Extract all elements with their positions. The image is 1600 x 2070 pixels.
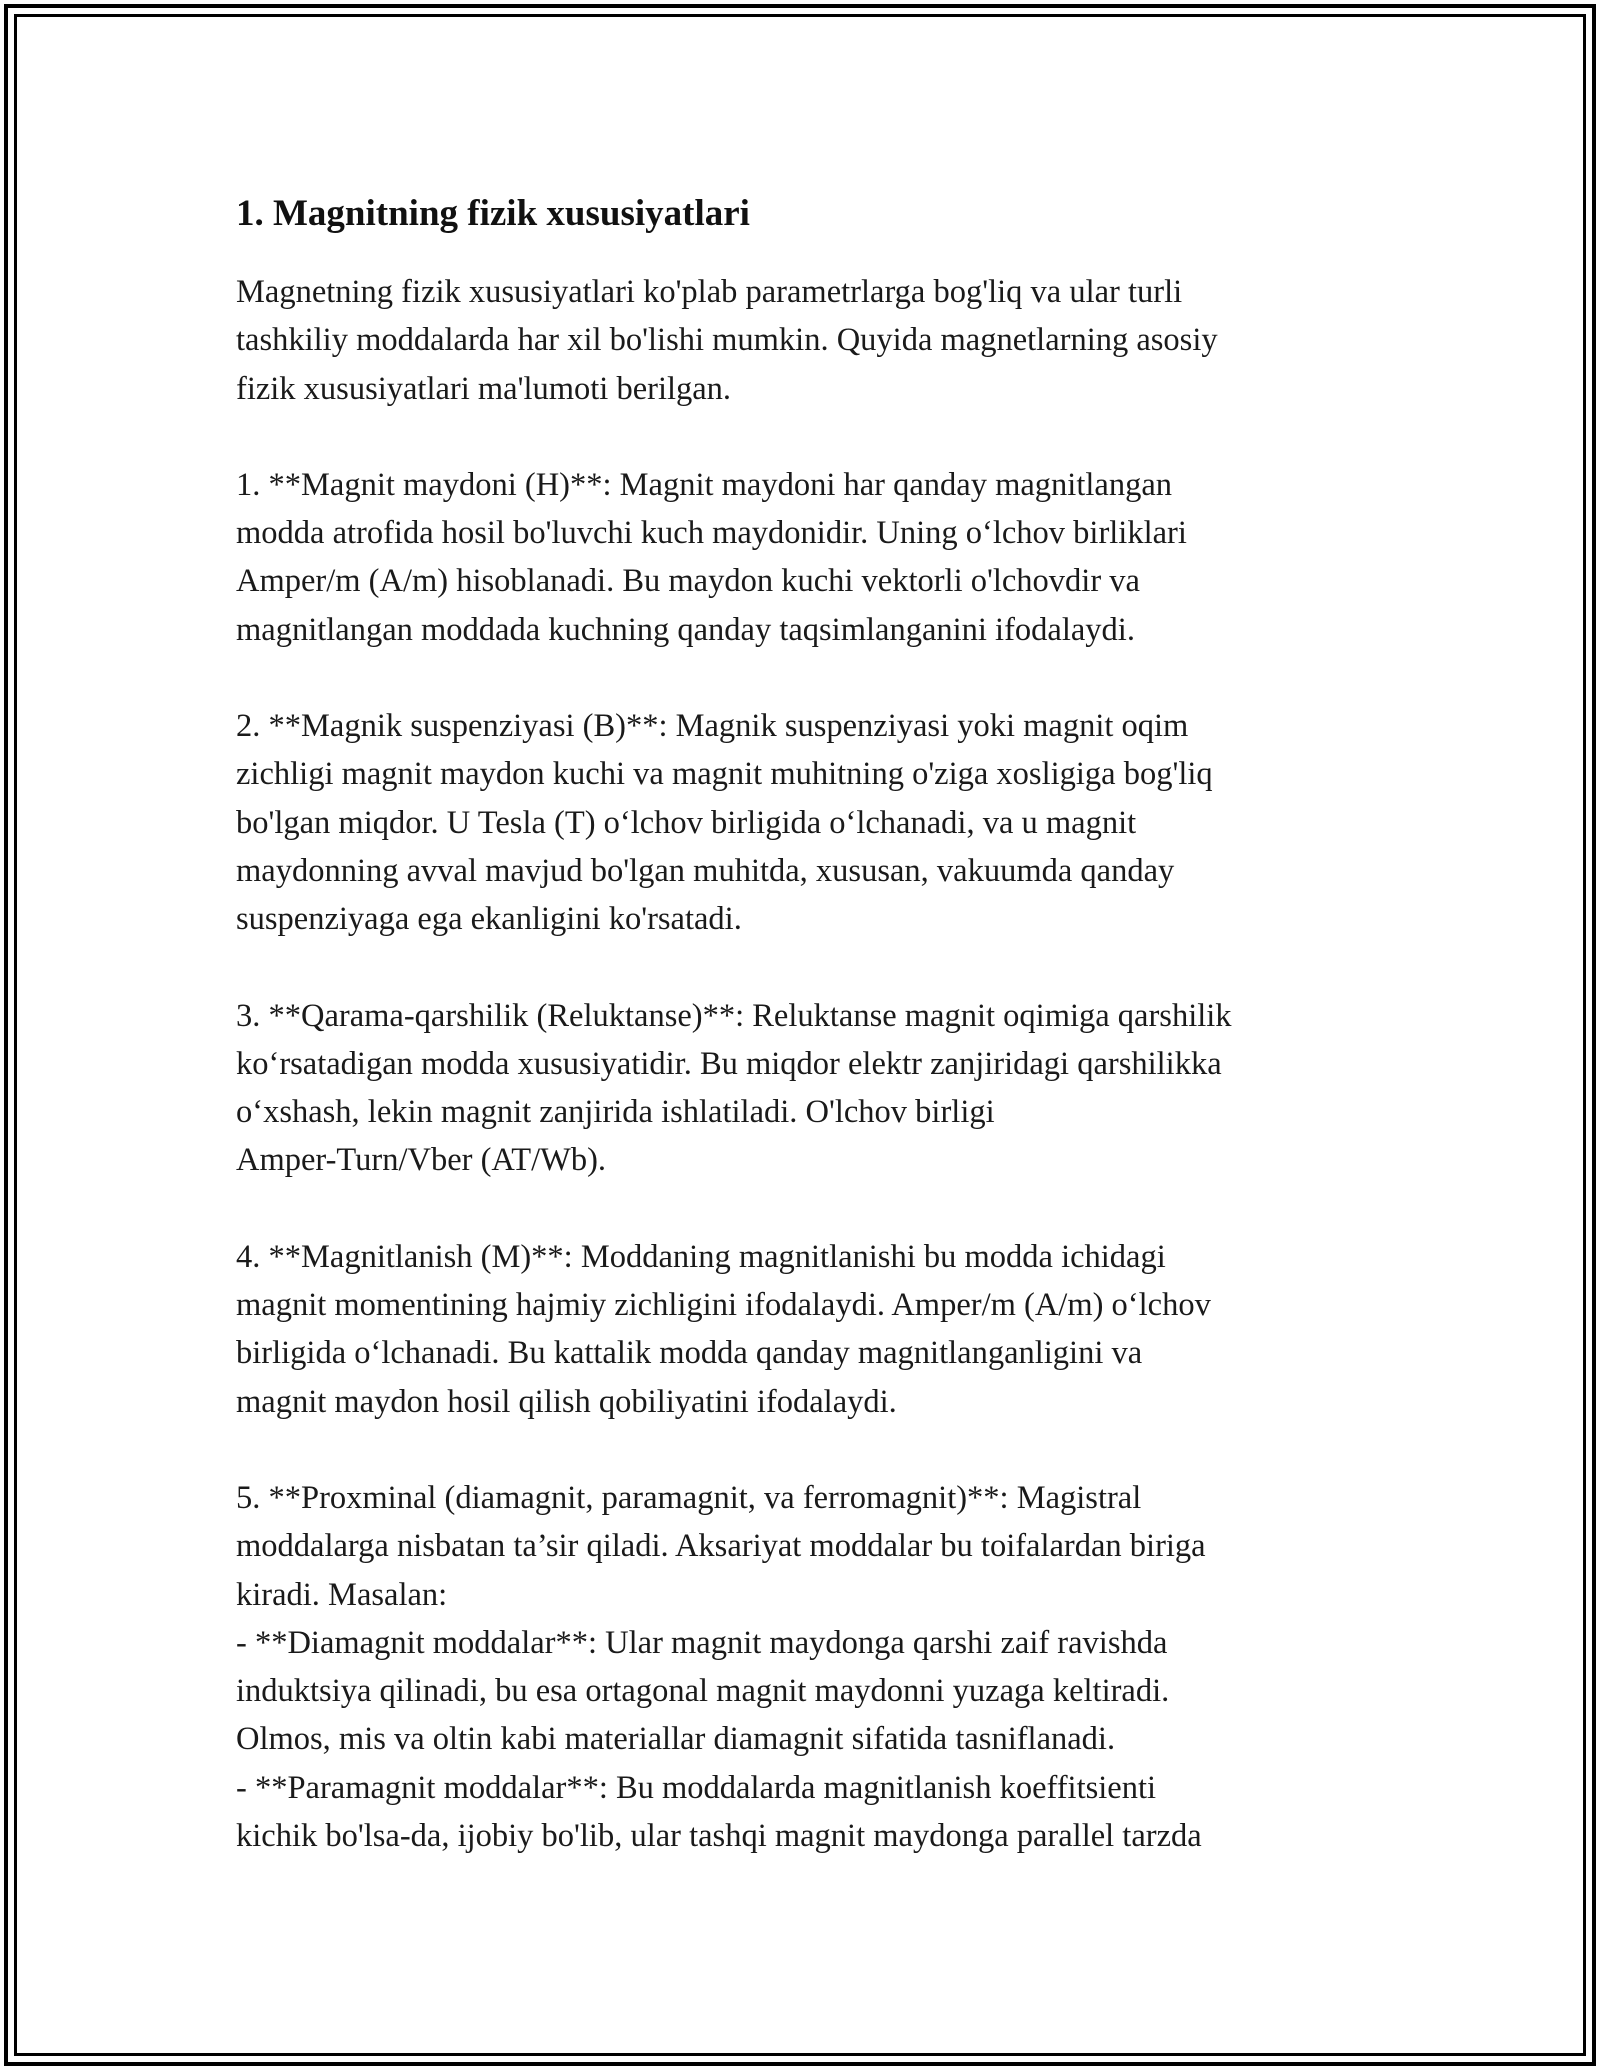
section-heading: 1. Magnitning fizik xususiyatlari bbox=[236, 193, 750, 234]
paragraph-magnitlanish: 4. **Magnitlanish (M)**: Moddaning magnitlanishi bu modda ichidagi magnit momentining hajmiy zichligini ifodalaydi. Amper/m (A/m) o‘lchov birligida o‘lchanadi. Bu kattalik modda qanday magnitlanganligini va magnit maydon hosil qilish qobiliyatini ifodalaydi. bbox=[236, 1238, 1211, 1420]
paragraph-proxminal: 5. **Proxminal (diamagnit, paramagnit, va ferromagnit)**: Magistral moddalarga nisbatan ta’sir qiladi. Aksariyat moddalar bu toifalardan biriga kiradi. Masalan: - **Diamagnit moddalar**: Ular magnit maydonga qarshi zaif ravishda induktsiya qilinadi, bu esa ortagonal magnit maydonni yuzaga keltiradi. Olmos, mis va oltin kabi materiallar diamagnit sifatida tasniflanadi. - **Paramagnit moddalar**: Bu moddalarda magnitlanish koeffitsienti kichik bo'lsa-da, ijobiy bo'lib, ular tashqi magnit maydonga parallel tarzda bbox=[236, 1479, 1206, 1855]
intro-paragraph: Magnetning fizik xususiyatlari ko'plab parametrlarga bog'liq va ular turli tashkiliy moddalarda har xil bo'lishi mumkin. Quyida magnetlarning asosiy fizik xususiyatlari ma'lumoti berilgan. bbox=[236, 274, 1218, 407]
document-body bbox=[236, 190, 1366, 1860]
paragraph-reluktanse: 3. **Qarama-qarshilik (Reluktanse)**: Reluktanse magnit oqimiga qarshilik ko‘rsatadigan modda xususiyatidir. Bu miqdor elektr zanjiridagi qarshilikka o‘xshash, lekin magnit zanjirida ishlatiladi. O'lchov birligi Amper-Turn/Vber (AT/Wb). bbox=[236, 997, 1232, 1179]
paragraph-magnit-maydoni: 1. **Magnit maydoni (H)**: Magnit maydoni har qanday magnitlangan modda atrofida hosil bo'luvchi kuch maydonidir. Uning o‘lchov birliklari Amper/m (A/m) hisoblanadi. Bu maydon kuchi vektorli o'lchovdir va magnitlangan moddada kuchning qanday taqsimlanganini ifodalaydi. bbox=[236, 466, 1187, 648]
paragraph-magnik-suspenziyasi: 2. **Magnik suspenziyasi (B)**: Magnik suspenziyasi yoki magnit oqim zichligi magnit maydon kuchi va magnit muhitning o'ziga xosligiga bog'liq bo'lgan miqdor. U Tesla (T) o‘lchov birligida o‘lchanadi, va u magnit maydonning avval mavjud bo'lgan muhitda, xususan, vakuumda qanday suspenziyaga ega ekanligini ko'rsatadi. bbox=[236, 708, 1213, 938]
